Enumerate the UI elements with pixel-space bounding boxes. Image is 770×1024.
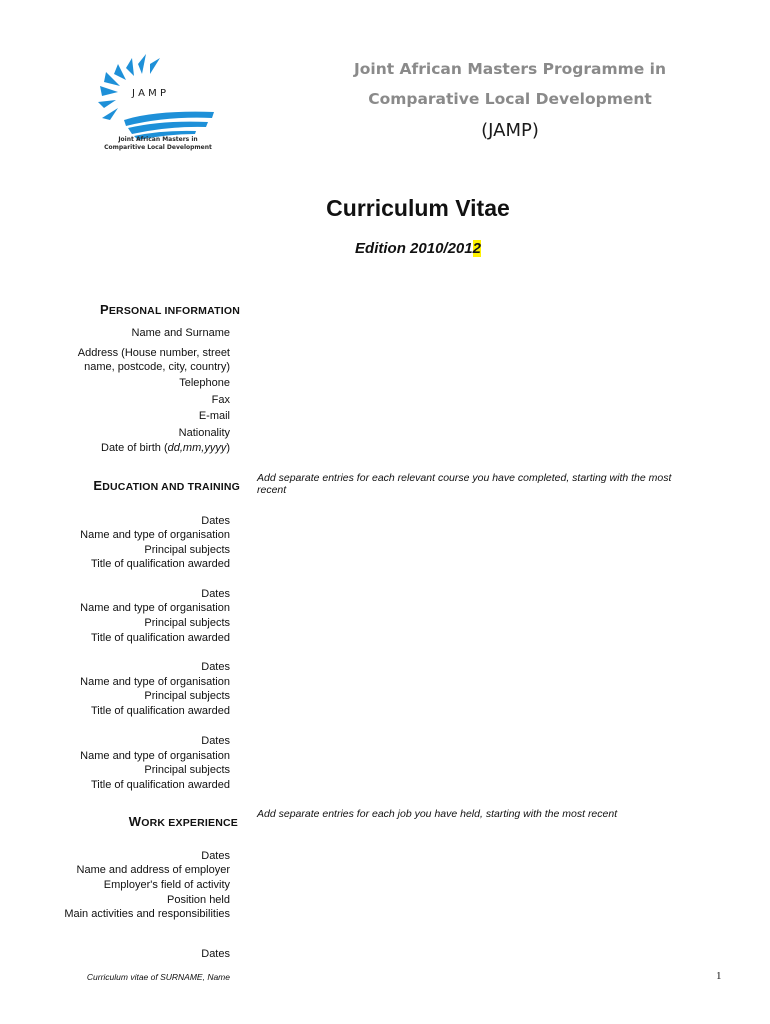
label-nationality: Nationality — [178, 427, 230, 439]
work-note: Add separate entries for each job you have held, starting with the most recent — [257, 808, 618, 820]
education-note-line2: recent — [257, 484, 287, 496]
footer-cv-name: Curriculum vitae of SURNAME, Name — [86, 972, 230, 982]
edu4-qualification: Title of qualification awarded — [90, 779, 230, 791]
section-heading-work — [129, 814, 238, 829]
logo-wordmark: J A M P — [132, 88, 166, 99]
document-title: Curriculum Vitae — [326, 195, 510, 221]
programme-acronym: (JAMP) — [481, 120, 539, 141]
jamp-sunburst-icon — [96, 48, 226, 140]
heading-rest: ORK EXPERIENCE — [141, 817, 238, 829]
edu4-organisation: Name and type of organisation — [80, 750, 230, 762]
heading-rest: ERSONAL INFORMATION — [108, 305, 240, 317]
dob-prefix: Date of birth ( — [101, 442, 168, 454]
edu3-subjects: Principal subjects — [144, 690, 230, 702]
logo-caption-line2: Comparitive Local Development — [104, 144, 212, 151]
edu3-qualification: Title of qualification awarded — [90, 705, 230, 717]
edu2-organisation: Name and type of organisation — [80, 602, 230, 614]
work-field: Employer's field of activity — [103, 879, 230, 891]
edu1-subjects: Principal subjects — [144, 544, 230, 556]
work-employer: Name and address of employer — [76, 864, 230, 876]
heading-rest: DUCATION AND TRAINING — [102, 481, 240, 493]
edu2-qualification: Title of qualification awarded — [90, 632, 230, 644]
edu4-subjects: Principal subjects — [144, 764, 230, 776]
work-position: Position held — [167, 894, 230, 906]
edu3-organisation: Name and type of organisation — [80, 676, 230, 688]
page-number: 1 — [716, 970, 722, 982]
work-dates: Dates — [201, 850, 230, 862]
label-telephone: Telephone — [179, 377, 230, 389]
section-heading-personal — [100, 302, 240, 317]
edu3-dates: Dates — [201, 661, 230, 673]
heading-cap: E — [93, 478, 103, 493]
edu1-qualification: Title of qualification awarded — [90, 558, 230, 570]
label-name: Name and Surname — [131, 327, 230, 339]
edu2-subjects: Principal subjects — [144, 617, 230, 629]
programme-name-line1: Joint African Masters Programme in — [353, 60, 667, 78]
label-address-line2: name, postcode, city, country) — [84, 361, 230, 373]
logo-caption-line1: Joint African Masters in — [118, 136, 198, 143]
education-note — [257, 472, 737, 496]
edu2-dates: Dates — [201, 588, 230, 600]
logo-caption — [96, 136, 220, 152]
edu4-dates: Dates — [201, 735, 230, 747]
label-email: E-mail — [198, 410, 230, 422]
label-address-line1: Address (House number, street — [77, 347, 230, 359]
dob-format: dd,mm,yyyy — [167, 442, 227, 454]
heading-cap: P — [99, 302, 109, 317]
edition-highlighted-digit: 2 — [472, 240, 481, 257]
heading-cap: W — [128, 814, 142, 829]
label-date-of-birth — [101, 441, 230, 455]
work2-dates: Dates — [201, 948, 230, 960]
work-activities: Main activities and responsibilities — [64, 908, 230, 920]
section-heading-education — [93, 478, 240, 493]
edu1-organisation: Name and type of organisation — [80, 529, 230, 541]
edition-prefix: Edition 2010/201 — [355, 240, 473, 257]
edition-label — [230, 240, 606, 257]
programme-name-line2: Comparative Local Development — [368, 90, 652, 108]
education-note-line1: Add separate entries for each relevant course you have completed, starting with the most — [257, 472, 672, 484]
dob-suffix: ) — [226, 442, 230, 454]
label-fax: Fax — [211, 394, 230, 406]
edu1-dates: Dates — [201, 515, 230, 527]
